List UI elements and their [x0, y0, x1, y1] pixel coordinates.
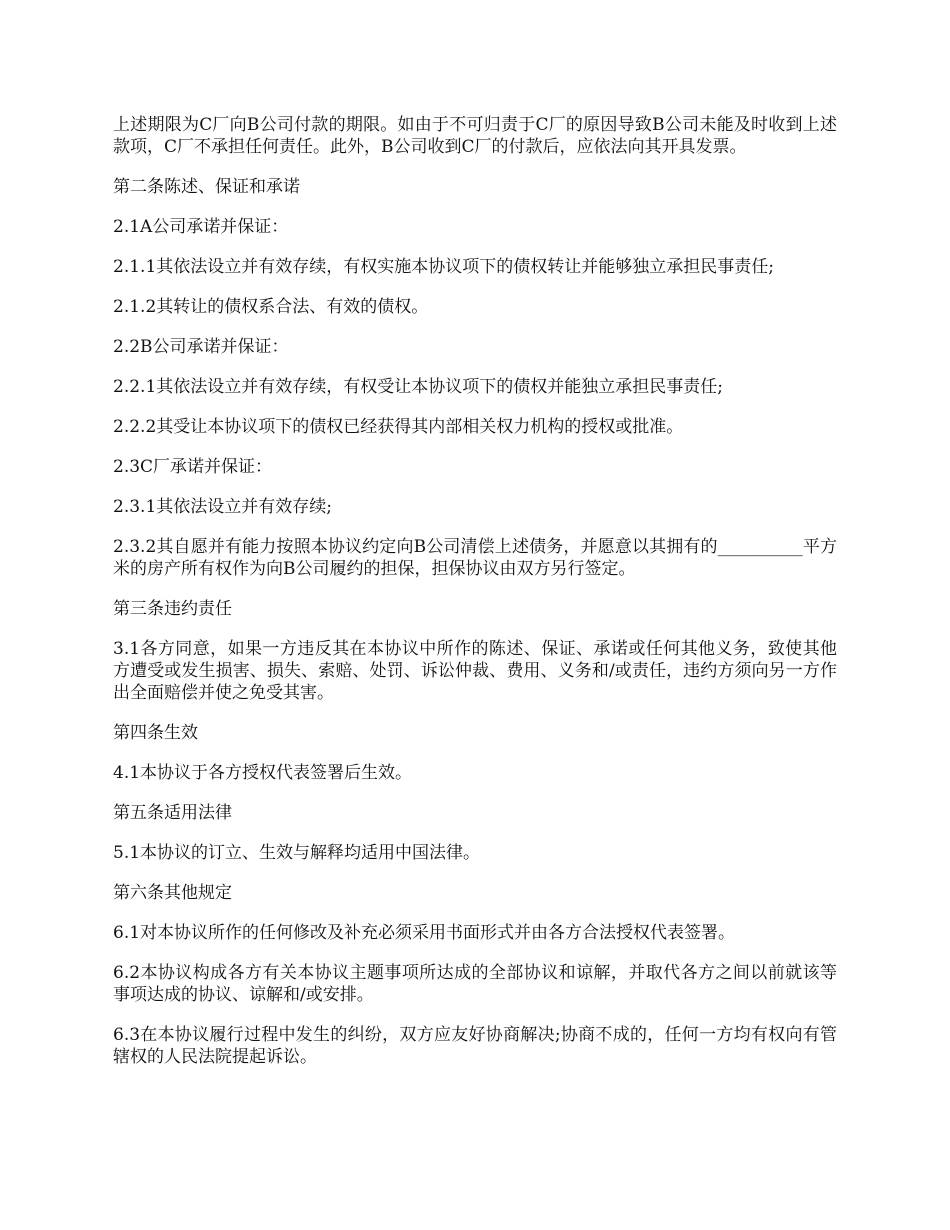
heading-article-2: 第二条陈述、保证和承诺: [113, 177, 300, 197]
clause-4-1: 4.1本协议于各方授权代表签署后生效。: [113, 763, 413, 783]
clause-2-1: 2.1A公司承诺并保证：: [113, 217, 289, 237]
document-body: [113, 114, 837, 1086]
clause-2-1-2: 2.1.2其转让的债权系合法、有效的债权。: [113, 297, 429, 317]
clause-6-2: 6.2本协议构成各方有关本协议主题事项所达成的全部协议和谅解，并取代各方之间以前就该等事项达成的协议、谅解和/或安排。: [113, 963, 837, 1005]
clause-2-3-1: 2.3.1其依法设立并有效存续;: [113, 497, 332, 517]
paragraph-payment-term: 上述期限为C厂向B公司付款的期限。如由于不可归责于C厂的原因导致B公司未能及时收到上述款项，C厂不承担任何责任。此外，B公司收到C厂的付款后，应依法向其开具发票。: [113, 115, 837, 157]
clause-2-1-1: 2.1.1其依法设立并有效存续，有权实施本协议项下的债权转让并能够独立承担民事责任;: [113, 257, 774, 277]
clause-2-3: 2.3C厂承诺并保证：: [113, 457, 273, 477]
clause-3-1: 3.1各方同意，如果一方违反其在本协议中所作的陈述、保证、承诺或任何其他义务，致使其他方遭受或发生损害、损失、索赔、处罚、诉讼仲裁、费用、义务和/或责任，违约方须向另一方作出全面赔偿并使之免受其害。: [113, 639, 837, 703]
clause-2-2-1: 2.2.1其依法设立并有效存续，有权受让本协议项下的债权并能独立承担民事责任;: [113, 377, 723, 397]
clause-2-2-2: 2.2.2其受让本协议项下的债权已经获得其内部相关权力机构的授权或批准。: [113, 417, 684, 437]
clause-6-1: 6.1对本协议所作的任何修改及补充必须采用书面形式并由各方合法授权代表签署。: [113, 923, 736, 943]
heading-article-3: 第三条违约责任: [113, 599, 232, 619]
clause-6-3: 6.3在本协议履行过程中发生的纠纷，双方应友好协商解决;协商不成的，任何一方均有权向有管辖权的人民法院提起诉讼。: [113, 1025, 837, 1067]
heading-article-4: 第四条生效: [113, 723, 198, 743]
clause-2-3-2: 2.3.2其自愿并有能力按照本协议约定向B公司清偿上述债务，并愿意以其拥有的__________平方米的房产所有权作为向B公司履约的担保，担保协议由双方另行签定。: [113, 537, 837, 579]
clause-2-2: 2.2B公司承诺并保证：: [113, 337, 289, 357]
heading-article-6: 第六条其他规定: [113, 883, 232, 903]
heading-article-5: 第五条适用法律: [113, 803, 232, 823]
clause-5-1: 5.1本协议的订立、生效与解释均适用中国法律。: [113, 843, 481, 863]
